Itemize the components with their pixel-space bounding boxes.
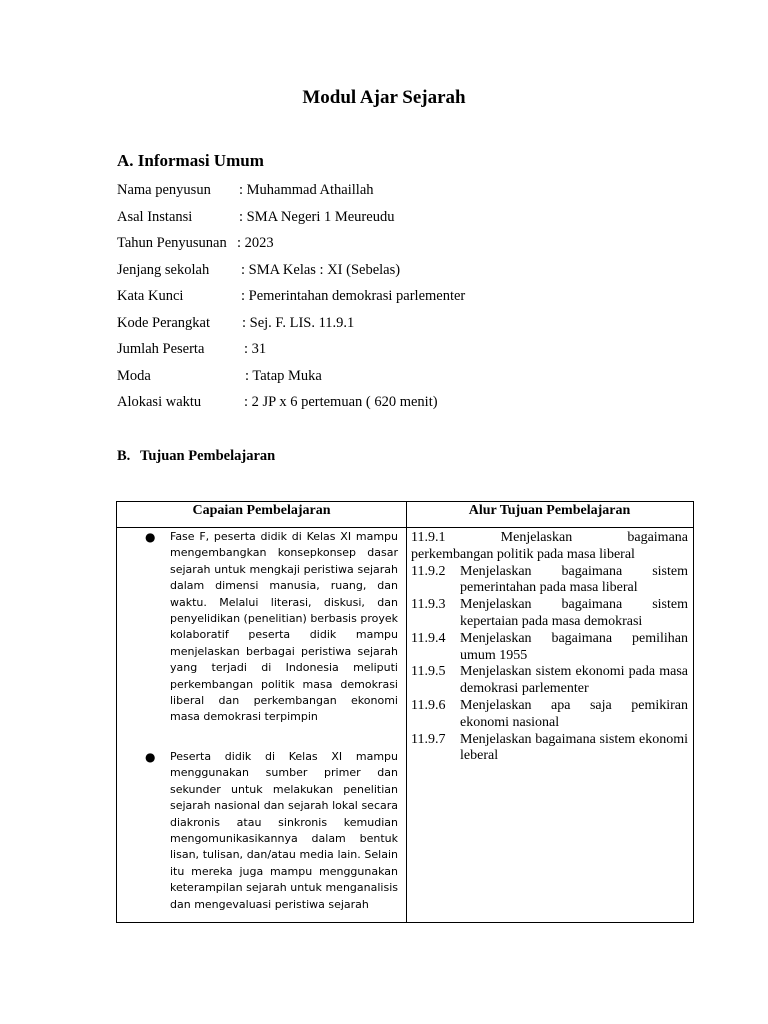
column-divider bbox=[406, 502, 407, 922]
table-header-row bbox=[117, 502, 693, 528]
info-value: : SMA Kelas : XI (Sebelas) bbox=[241, 262, 401, 278]
alur-item bbox=[411, 732, 688, 766]
info-label: Jumlah Peserta bbox=[117, 341, 205, 357]
info-label: Alokasi waktu bbox=[117, 394, 202, 410]
info-value: : Tatap Muka bbox=[245, 368, 322, 384]
alur-code: 11.9.3 bbox=[411, 597, 446, 613]
tujuan-pembelajaran-table bbox=[116, 501, 694, 923]
alur-code: 11.9.4 bbox=[411, 630, 446, 646]
capaian-list bbox=[117, 529, 406, 913]
bullet-dot-icon: ● bbox=[145, 530, 156, 544]
alur-text: Menjelaskan apa saja pemikiran ekonomi nasional bbox=[460, 697, 688, 730]
alur-code: 11.9.5 bbox=[411, 664, 446, 680]
header-alur: Alur Tujuan Pembelajaran bbox=[468, 503, 631, 518]
info-value: : 31 bbox=[244, 341, 267, 357]
alur-item bbox=[411, 664, 688, 698]
info-value: : Sej. F. LIS. 11.9.1 bbox=[242, 315, 355, 331]
capaian-text: Fase F, peserta didik di Kelas XI mampu mengembangkan konsepkonsep dasar sejarah untuk mengkaji peristiwa sejarah dalam dimensi manusia, ruang, dan waktu. Melalui literasi, diskusi, dan penyelidikan (penelitian) berbasis proyek kolaboratif peserta didik mampu menjelaskan berbagai peristiwa sejarah yang terjadi di Indonesia meliputi perkembangan politik masa demokrasi liberal dan perkembangan ekonomi masa demokrasi terpimpin bbox=[170, 530, 398, 724]
section-b-heading: Tujuan Pembelajaran bbox=[140, 448, 276, 464]
alur-word: Menjelaskan bbox=[500, 530, 573, 545]
info-value: : Muhammad Athaillah bbox=[239, 182, 374, 198]
info-label: Kode Perangkat bbox=[117, 315, 211, 331]
alur-code: 11.9.6 bbox=[411, 697, 446, 713]
alur-list bbox=[411, 530, 688, 765]
bullet-dot-icon: ● bbox=[145, 749, 156, 764]
alur-item bbox=[411, 597, 688, 631]
section-b-number: B. bbox=[117, 448, 131, 464]
capaian-text: Peserta didik di Kelas XI mampu menggunakan sumber primer dan sekunder untuk melakukan penelitian sejarah nasional dan sejarah lokal secara diakronis atau sinkronis kemudian mengomunikasikannya dalam bentuk lisan, tulisan, dan/atau media lain. Selain itu mereka juga mampu menggunakan keterampilan sejarah untuk menganalisis dan mengevaluasi peristiwa sejarah bbox=[170, 749, 398, 911]
info-label: Moda bbox=[117, 368, 151, 384]
info-label: Kata Kunci bbox=[117, 288, 184, 304]
info-label: Nama penyusun bbox=[117, 182, 211, 198]
info-label: Jenjang sekolah bbox=[117, 262, 210, 278]
section-b-title bbox=[117, 448, 275, 465]
info-value: : Pemerintahan demokrasi parlementer bbox=[241, 288, 466, 304]
info-value: : 2023 bbox=[237, 235, 274, 251]
capaian-item bbox=[117, 749, 406, 913]
alur-text: Menjelaskan bagaimana sistem pemerintahan pada masa liberal bbox=[460, 563, 688, 596]
alur-text: perkembangan politik pada masa liberal bbox=[411, 546, 635, 562]
section-a-title: A. Informasi Umum bbox=[117, 151, 264, 170]
header-capaian: Capaian Pembelajaran bbox=[192, 503, 331, 518]
alur-item bbox=[411, 564, 688, 598]
alur-text: Menjelaskan bagaimana sistem ekonomi leberal bbox=[460, 731, 688, 764]
info-label: Asal Instansi bbox=[117, 209, 193, 225]
capaian-item bbox=[117, 529, 406, 726]
alur-text: Menjelaskan bagaimana pemilihan umum 1955 bbox=[460, 630, 688, 663]
alur-word: bagaimana bbox=[627, 530, 688, 545]
alur-text: Menjelaskan bagaimana sistem kepertaian pada masa demokrasi bbox=[460, 597, 688, 629]
info-value: : SMA Negeri 1 Meureudu bbox=[239, 209, 395, 225]
document-title: Modul Ajar Sejarah bbox=[302, 87, 466, 108]
alur-code: 11.9.7 bbox=[411, 731, 446, 747]
alur-first-line bbox=[411, 530, 688, 547]
alur-code: 11.9.1 bbox=[411, 530, 446, 545]
alur-text: Menjelaskan sistem ekonomi pada masa demokrasi parlementer bbox=[460, 664, 688, 697]
alur-item bbox=[411, 631, 688, 665]
info-label: Tahun Penyusunan bbox=[117, 235, 227, 251]
alur-item bbox=[411, 530, 688, 564]
info-value: : 2 JP x 6 pertemuan ( 620 menit) bbox=[244, 394, 438, 410]
alur-item bbox=[411, 698, 688, 732]
alur-code: 11.9.2 bbox=[411, 563, 446, 579]
